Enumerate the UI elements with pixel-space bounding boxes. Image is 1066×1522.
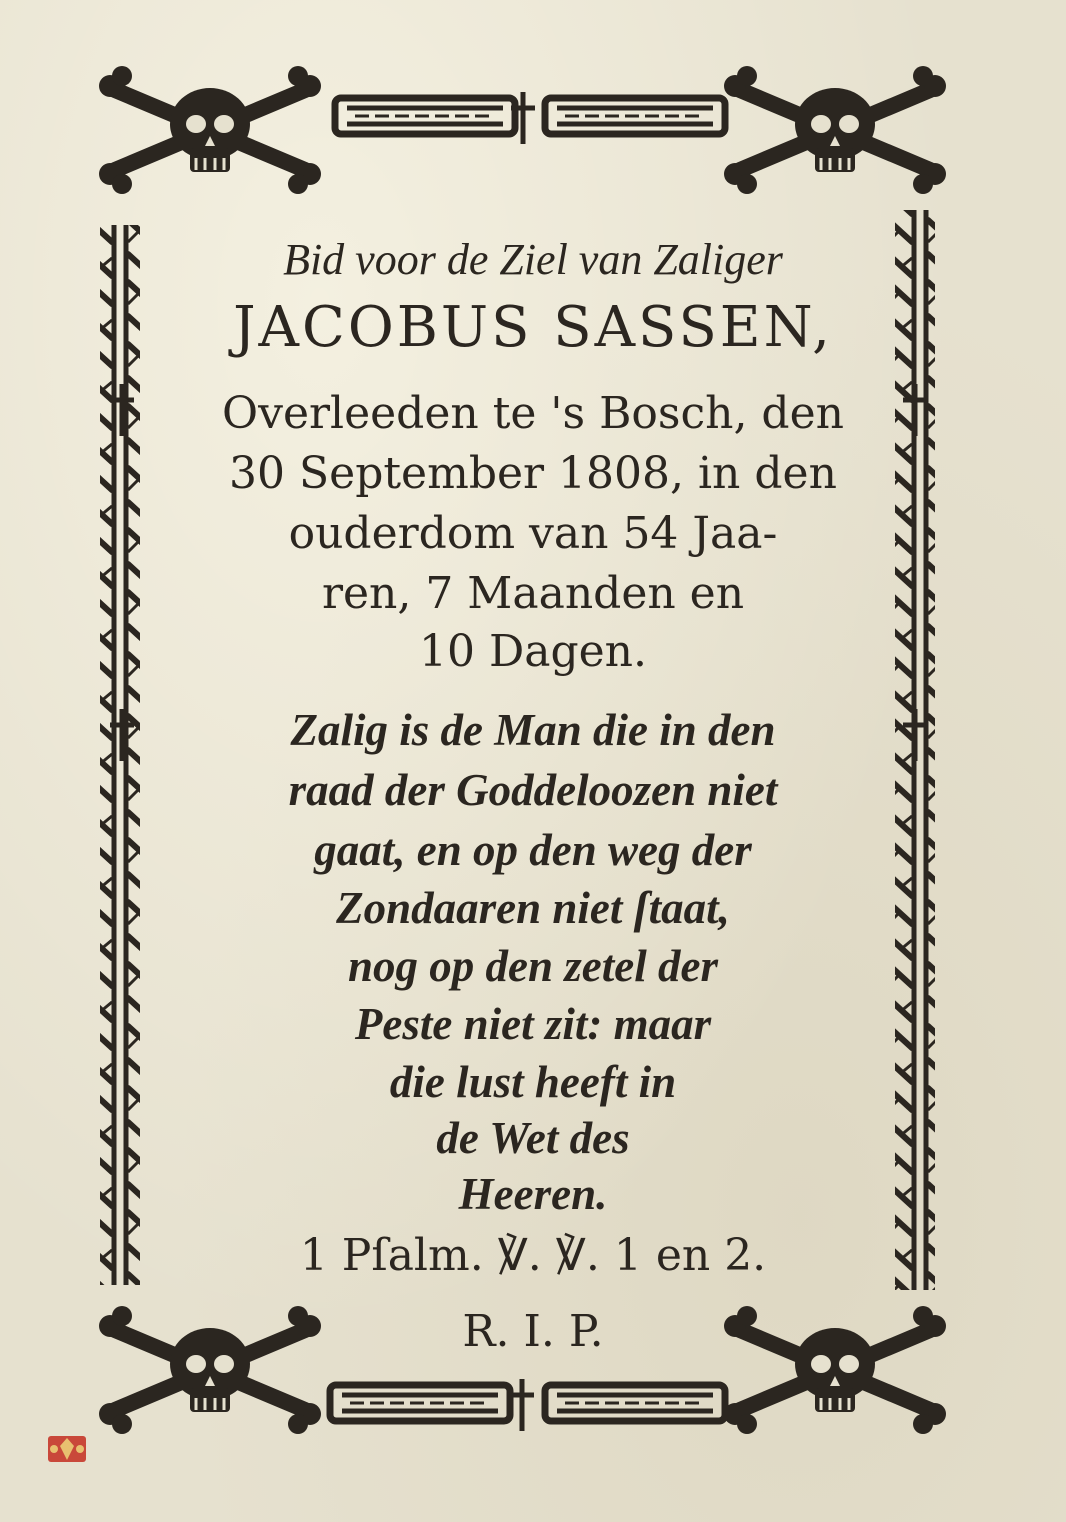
death-line: ouderdom van 54 Jaa- <box>288 508 778 559</box>
prayer-heading: Bid voor de Ziel van Zaliger <box>283 235 783 284</box>
death-line: ren, 7 Maanden en <box>321 568 745 619</box>
cross-icon <box>510 1379 534 1431</box>
death-line: 10 Dagen. <box>418 626 647 677</box>
verse-line: Peste niet zit: maar <box>354 999 712 1049</box>
verse-line: Heeren. <box>458 1169 608 1219</box>
skull-and-crossbones-icon <box>724 66 946 194</box>
death-line: Overleeden te 's Bosch, den <box>222 388 844 439</box>
verse-line: raad der Goddeloozen niet <box>288 765 778 815</box>
archive-logo-icon <box>40 1432 94 1466</box>
verse-line: nog op den zetel der <box>348 941 718 991</box>
verse-line: Zondaaren niet ſtaat, <box>336 883 730 933</box>
verse-line: de Wet des <box>436 1113 630 1163</box>
verse-line: Zalig is de Man die in den <box>290 705 776 755</box>
rip-text: R. I. P. <box>462 1306 604 1357</box>
death-line: 30 September 1808, in den <box>229 448 837 499</box>
verse-line: die lust heeft in <box>389 1057 677 1107</box>
deceased-name: JACOBUS SASSEN, <box>233 295 833 360</box>
skull-and-crossbones-icon <box>99 66 321 194</box>
psalm-reference: 1 Pſalm. ℣. ℣. 1 en 2. <box>299 1230 767 1281</box>
verse-line: gaat, en op den weg der <box>314 825 752 875</box>
